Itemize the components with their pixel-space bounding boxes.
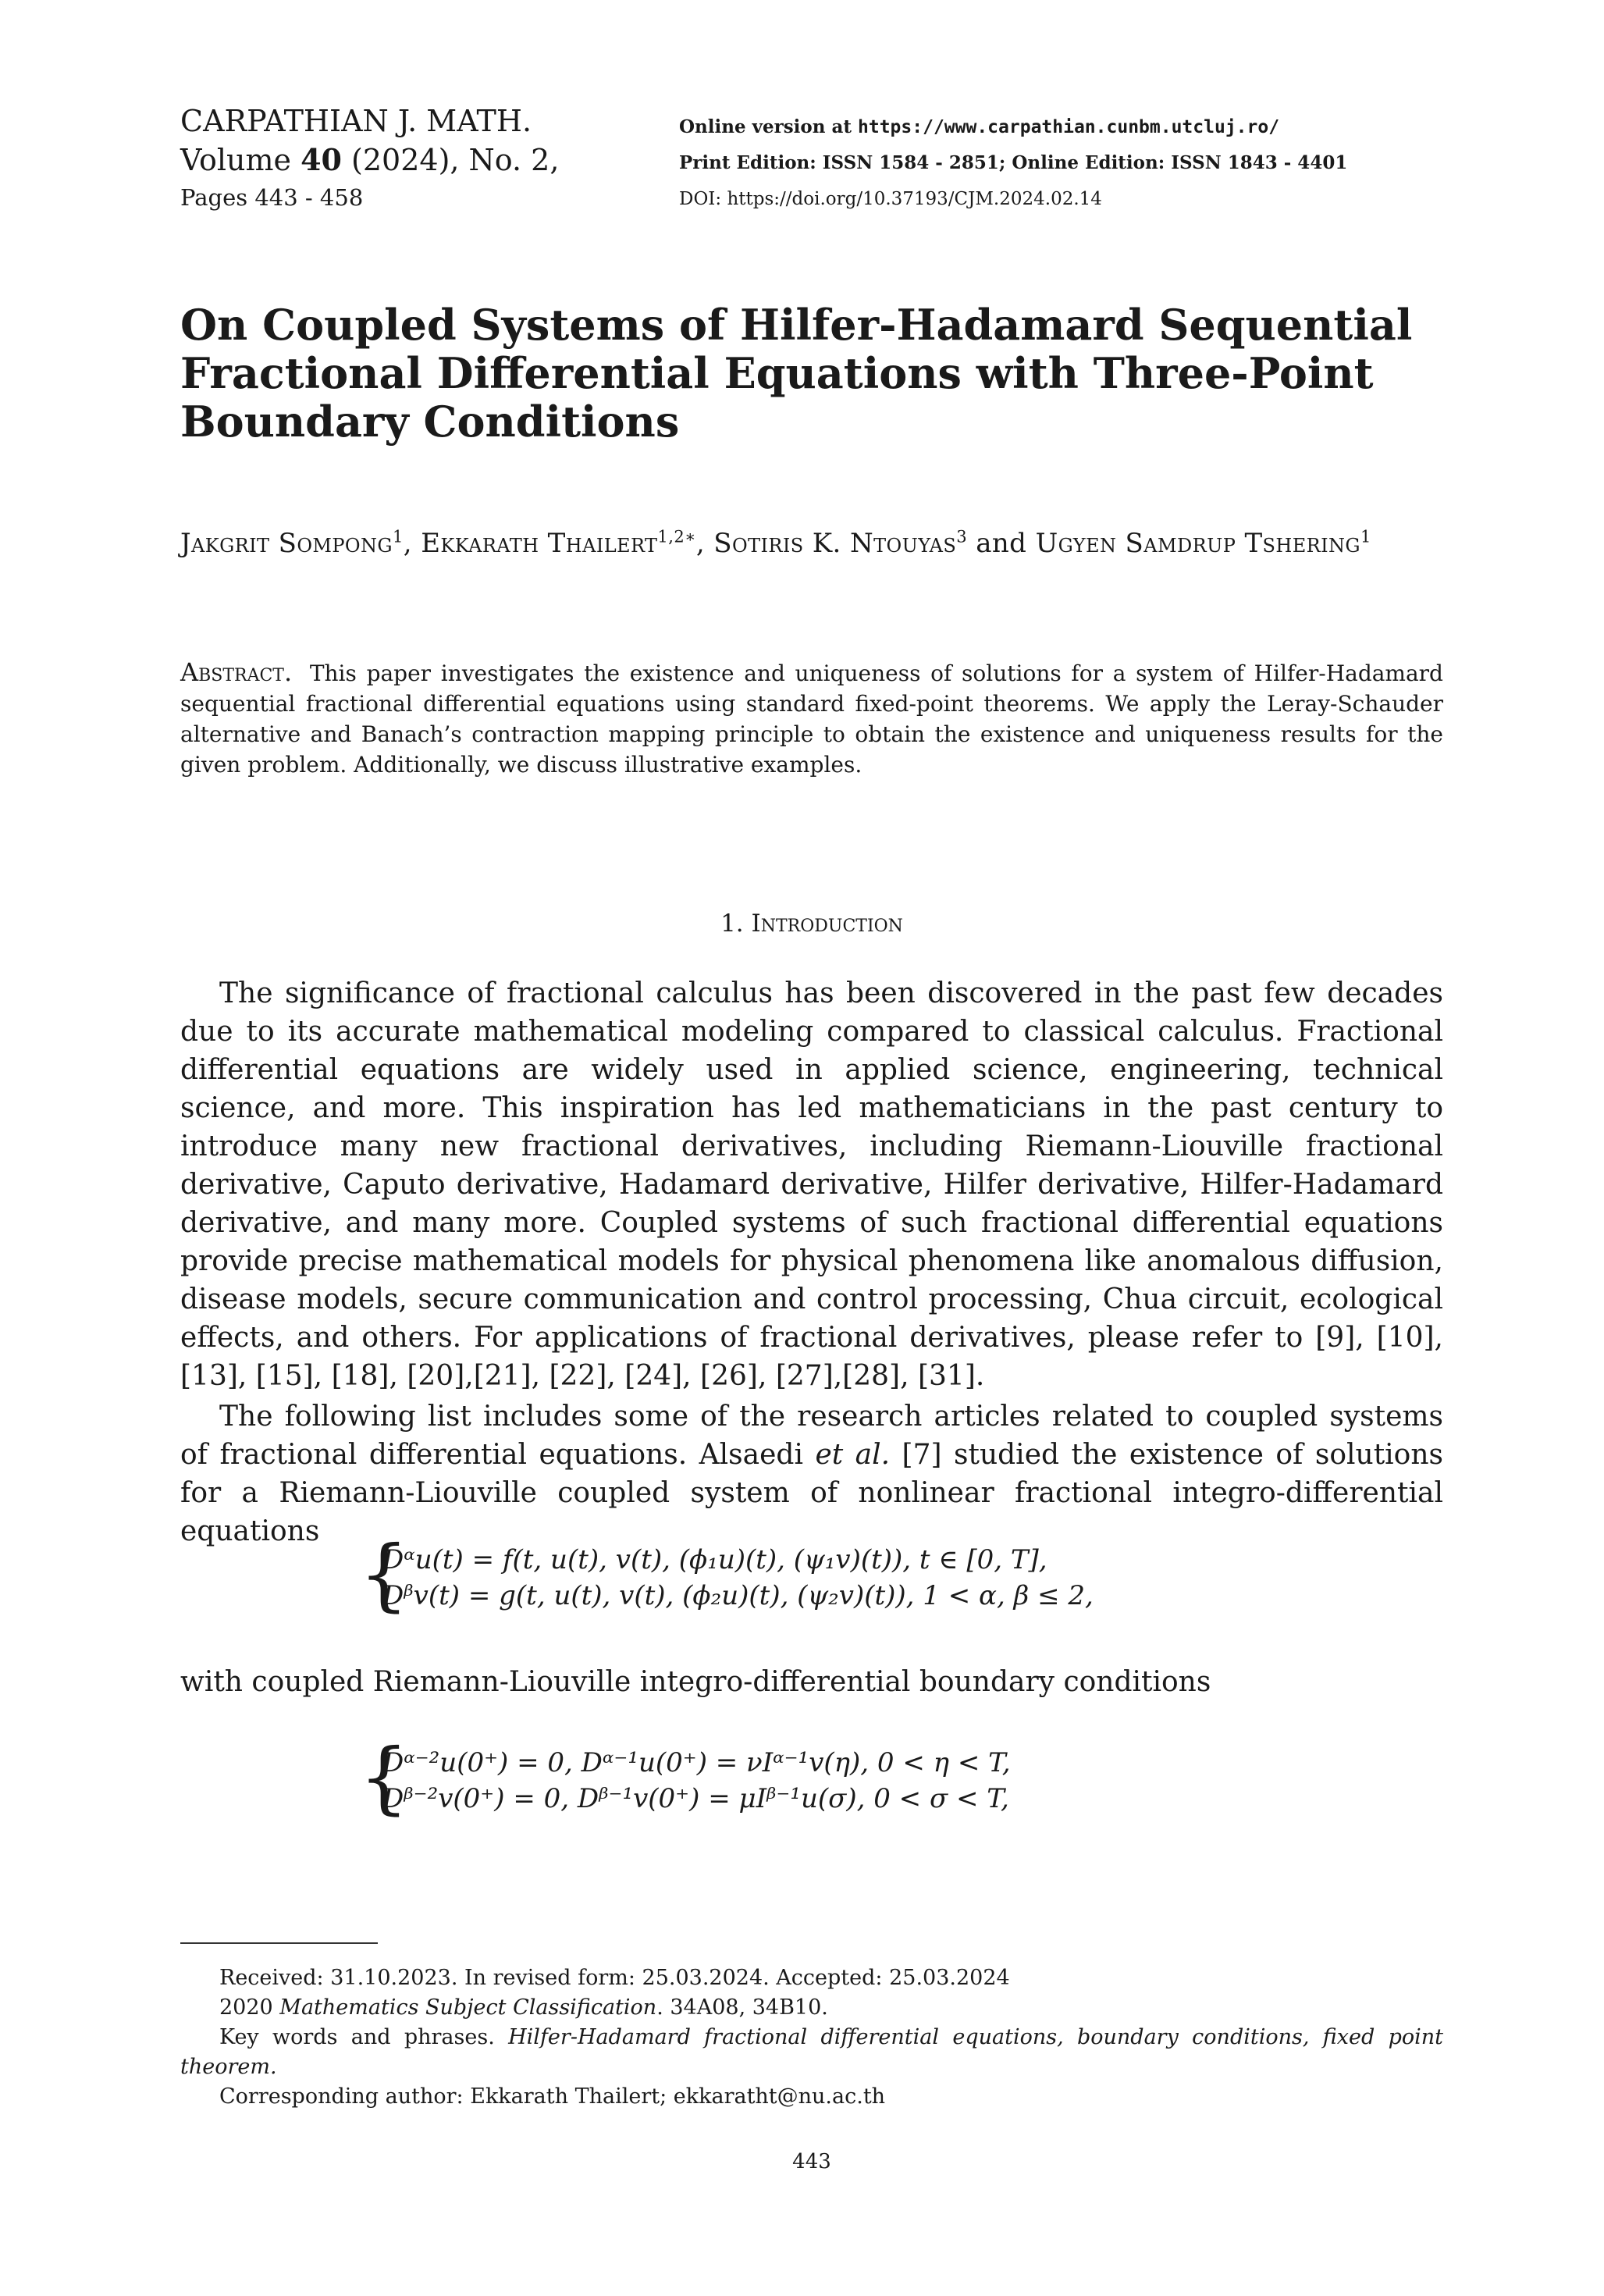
journal-volume: Volume 40 (2024), No. 2, — [180, 142, 560, 177]
doi[interactable]: DOI: https://doi.org/10.37193/CJM.2024.02.14 — [679, 189, 1102, 209]
body-paragraph: The significance of fractional calculus has been discovered in the past few decades due to its accurate mathematical modeling compared to classical calculus. Fractional differential equations are widely used in applied science, engineering, technical science, and more. This inspiration has led mathematicians in the past century to introduce many new fractional derivatives, including Riemann-Liouville fractional derivative, Caputo derivative, Hadamard derivative, Hilfer derivative, Hilfer-Hadamard derivative, and many more. Coupled systems of such fractional differential equations provide precise mathematical models for physical phenomena like anomalous diffusion, disease models, secure communication and control processing, Chua circuit, ecological effects, and others. For applications of fractional derivatives, please refer to [9], [10], [13], [15], [18], [20],[21], [22], [24], [26], [27],[28], [31]. — [180, 977, 1443, 1392]
equation-line: Dᵅu(t) = f(t, u(t), v(t), (ϕ₁u)(t), (ψ₁v)(t)), t ∈ [0, T], — [382, 1544, 1047, 1575]
journal-name: CARPATHIAN J. MATH. — [180, 104, 532, 138]
brace-symbol: { — [359, 1732, 409, 1823]
footnote-corresponding: Corresponding author: Ekkarath Thailert; ekkaratht@nu.ac.th — [219, 2084, 886, 2109]
paper-title: On Coupled Systems of Hilfer-Hadamard Sequential Fractional Differential Equations with Three-Point Boundary Conditions — [180, 300, 1413, 447]
page-number: 443 — [792, 2150, 831, 2173]
footnote-received: Received: 31.10.2023. In revised form: 25.03.2024. Accepted: 25.03.2024 — [219, 1966, 1010, 1990]
author-name: Ugyen Samdrup Tshering — [1035, 528, 1360, 559]
journal-pages: Pages 443 - 458 — [180, 184, 364, 211]
equation-system — [359, 1732, 1011, 1823]
abstract-text: This paper investigates the existence and uniqueness of solutions for a system of Hilfer-Hadamard sequential fractional differential equations using standard fixed-point theorems. We apply the Leray-Schauder alternative and Banach’s contraction mapping principle to obtain the existence and uniqueness results for the given problem. Additionally, we discuss illustrative examples. — [180, 660, 1443, 778]
author-name: Jakgrit Sompong — [180, 528, 393, 559]
footnote-msc: 2020 Mathematics Subject Classification. 34A08, 34B10. — [219, 1995, 828, 2020]
body-paragraph: The following list includes some of the research articles related to coupled systems of fractional differential equations. Alsaedi et al. [7] studied the existence of solutions for a Riemann-Liouville coupled system of nonlinear fractional integro-differential equations — [180, 1401, 1444, 1547]
volume-number: 40 — [301, 142, 342, 177]
edition-info — [679, 109, 1347, 217]
print-edition: Print Edition: ISSN 1584 - 2851; Online Edition: ISSN 1843 - 4401 — [679, 152, 1348, 173]
footnote-keywords: Key words and phrases. Hilfer-Hadamard fractional differential equations, boundary conditions, fixed point theorem. — [180, 2025, 1443, 2079]
equation-system — [359, 1529, 1094, 1620]
equation-line: Dᵝv(t) = g(t, u(t), v(t), (ϕ₂u)(t), (ψ₂v)(t)), 1 < α, β ≤ 2, — [382, 1580, 1094, 1611]
footnote-divider — [180, 1942, 378, 1944]
author-name: Ekkarath Thailert — [421, 528, 658, 559]
author-list: Jakgrit Sompong$^1$, Ekkarath Thailert$^{1,2∗}$, Sotiris K. Ntouyas$^3$ and Ugyen Samdrup Tshering$^1$ — [180, 526, 1371, 559]
online-version: Online version at https://www.carpathian.cunbm.utcluj.ro/ — [679, 116, 1280, 137]
abstract-label: Abstract. — [180, 657, 293, 687]
abstract — [180, 657, 1443, 780]
online-url-link[interactable]: https://www.carpathian.cunbm.utcluj.ro/ — [858, 117, 1280, 137]
journal-header — [180, 101, 559, 215]
body-paragraph: with coupled Riemann-Liouville integro-differential boundary conditions — [180, 1666, 1211, 1698]
author-name: Sotiris K. Ntouyas — [713, 528, 957, 559]
brace-symbol: { — [359, 1529, 409, 1620]
equation-line: Dᵝ⁻²v(0⁺) = 0, Dᵝ⁻¹v(0⁺) = μIᵝ⁻¹u(σ), 0 < σ < T, — [382, 1783, 1009, 1814]
equation-line: Dᵅ⁻²u(0⁺) = 0, Dᵅ⁻¹u(0⁺) = νIᵅ⁻¹v(η), 0 < η < T, — [382, 1747, 1011, 1778]
section-heading: 1. Introduction — [720, 910, 903, 938]
